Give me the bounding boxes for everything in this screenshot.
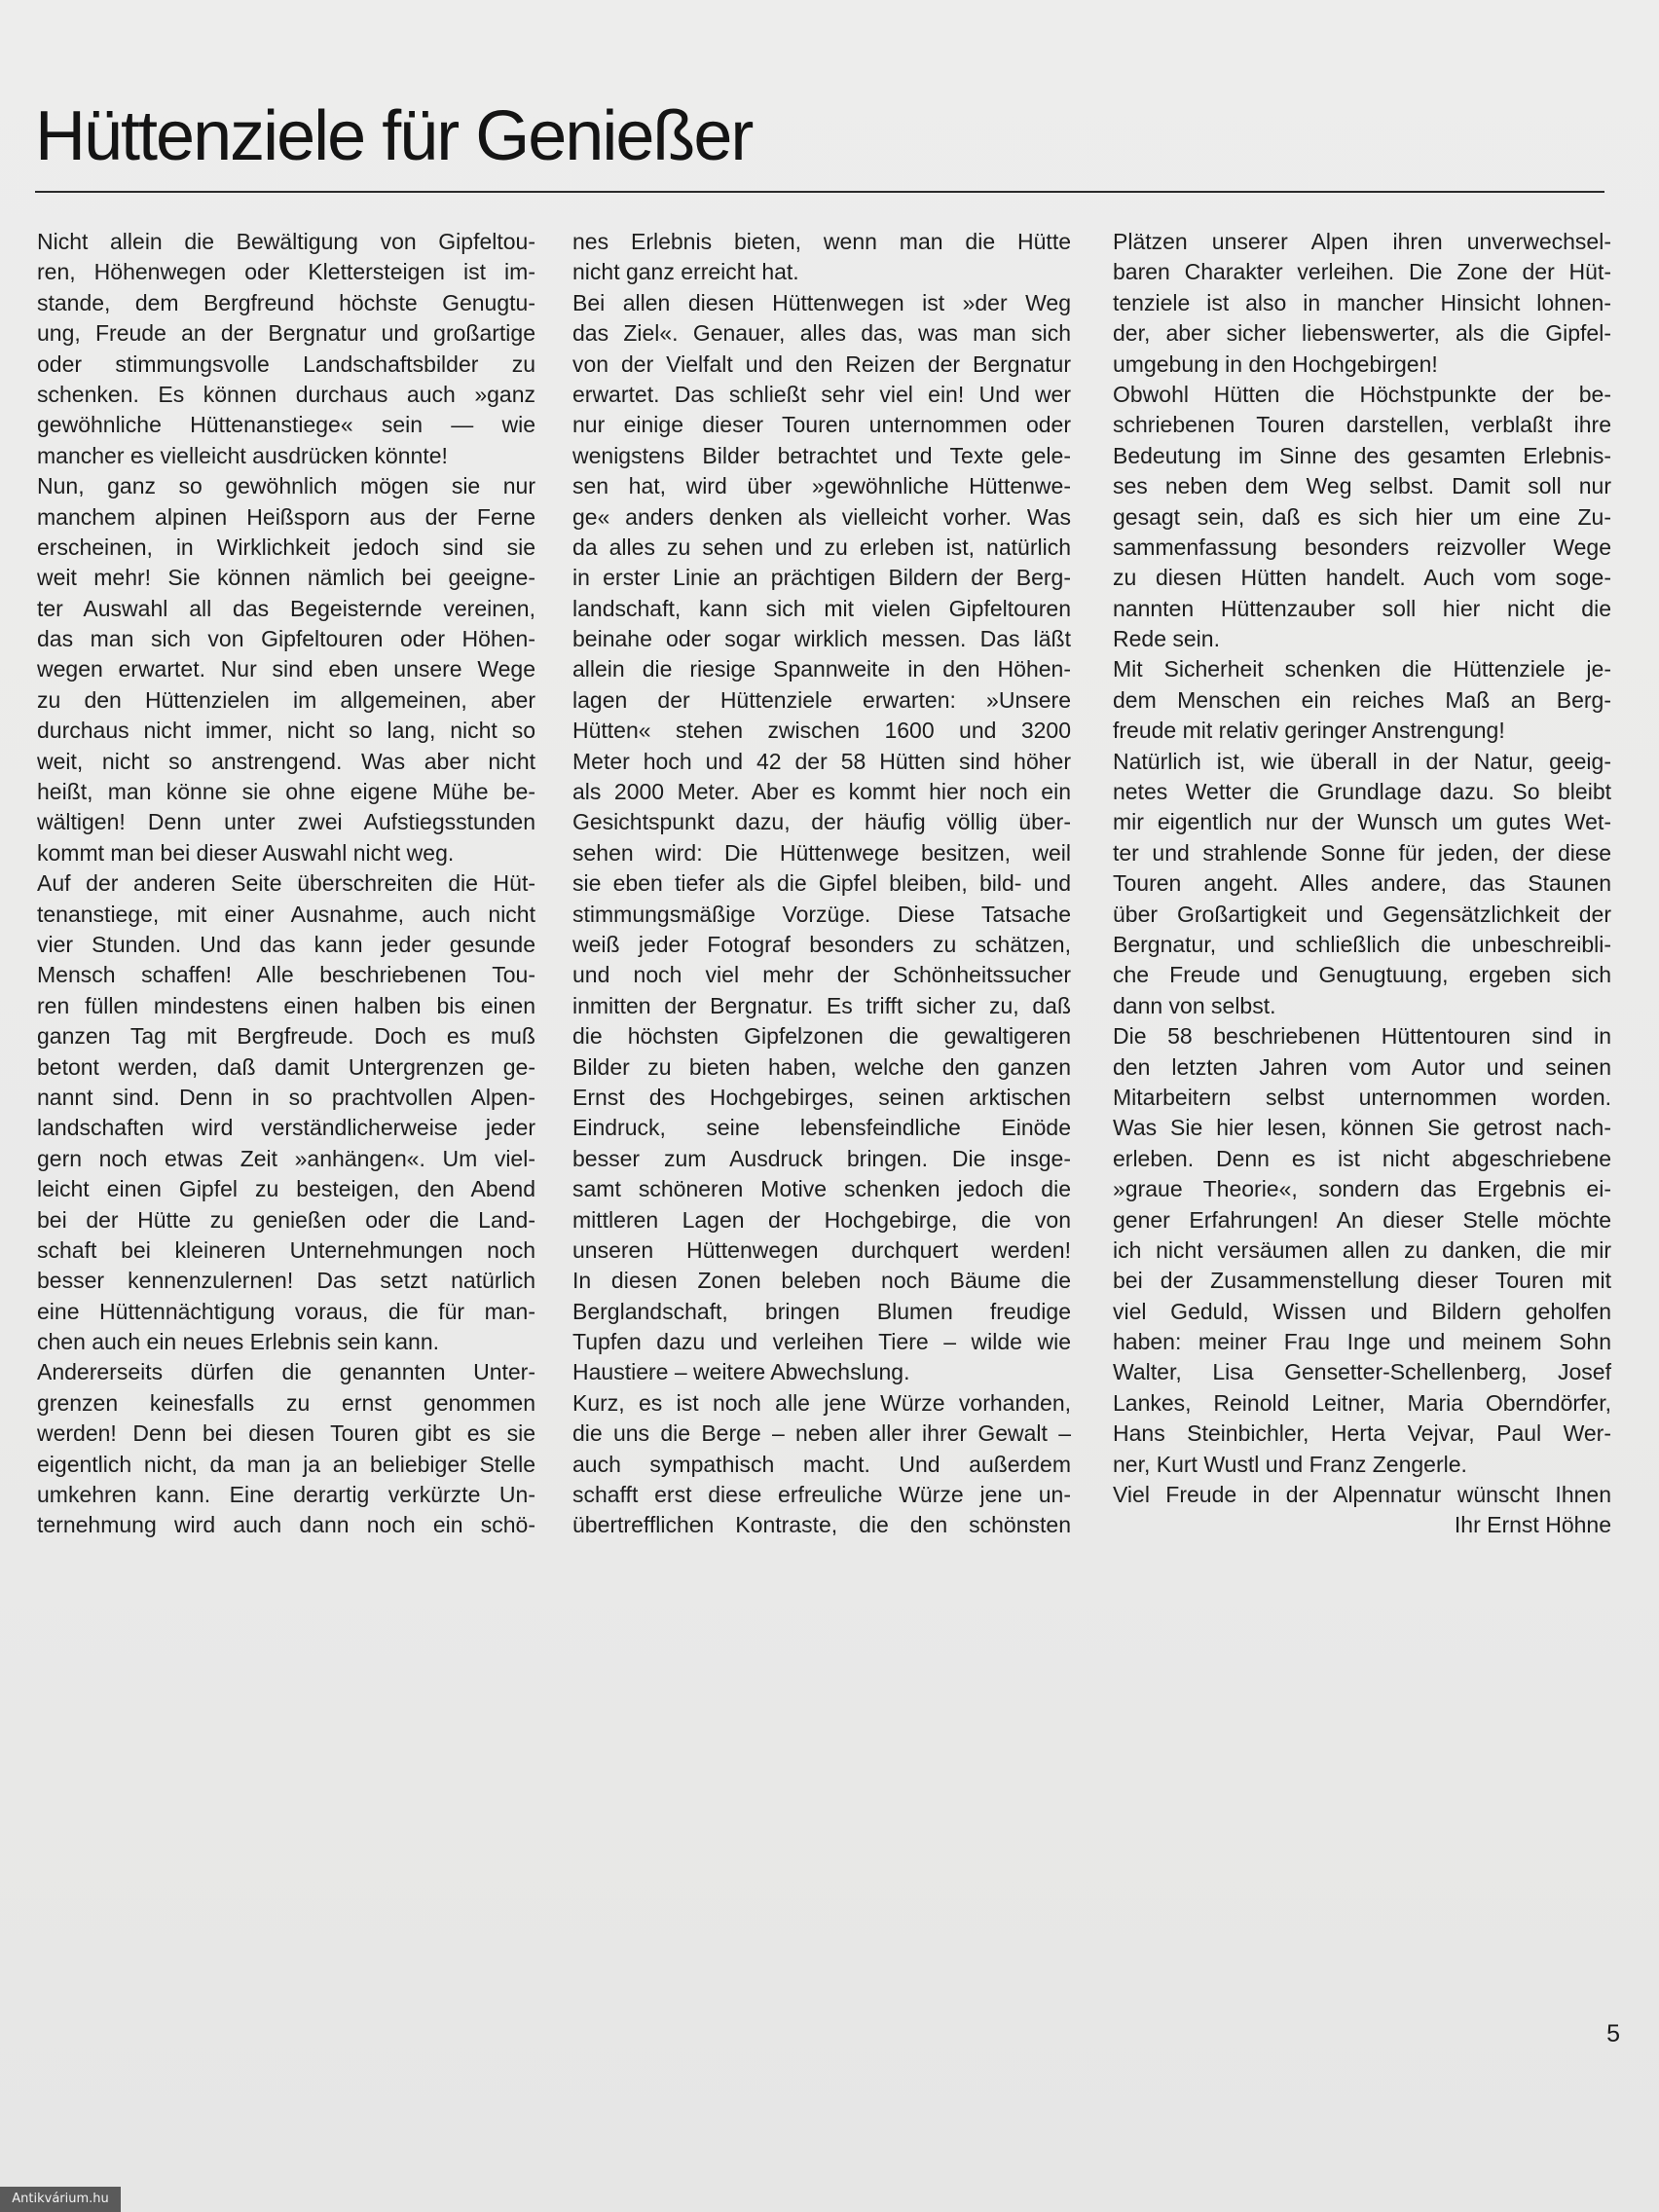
text-line: die höchsten Gipfelzonen die gewaltigeren	[572, 1023, 1071, 1050]
text-line: umkehren kann. Eine derartig verkürzte Un-	[37, 1482, 535, 1508]
text-line: vier Stunden. Und das kann jeder gesunde	[37, 931, 535, 957]
text-line: erwartet. Das schließt sehr viel ein! Und wer	[572, 381, 1071, 407]
text-line: gern noch etwas Zeit »anhängen«. Um viel-	[37, 1145, 535, 1171]
text-line: übertrefflichen Kontraste, die den schönsten	[572, 1512, 1071, 1538]
watermark-label: Antikvárium.hu	[0, 2187, 121, 2212]
text-line: kommt man bei dieser Auswahl nicht weg.	[37, 839, 455, 866]
text-line: von der Vielfalt und den Reizen der Bergnatur	[572, 350, 1071, 377]
text-line: bei der Zusammenstellung dieser Touren mit	[1113, 1268, 1611, 1294]
text-line: landschaften wird verständlicherweise jeder	[37, 1115, 535, 1141]
text-line: che Freude und Genugtuung, ergeben sich	[1113, 962, 1611, 988]
text-line: Andererseits dürfen die genannten Unter-	[37, 1359, 535, 1385]
text-line: ter und strahlende Sonne für jeden, der diese	[1113, 839, 1611, 866]
text-line: der, aber sicher liebenswerter, als die Gipfel-	[1113, 320, 1611, 347]
text-line: zu den Hüttenzielen im allgemeinen, aber	[37, 686, 535, 713]
text-line: nes Erlebnis bieten, wenn man die Hütte	[572, 229, 1071, 254]
text-line: Bergnatur, und schließlich die unbeschreibli-	[1113, 931, 1611, 957]
text-line: in erster Linie an prächtigen Bildern der Berg-	[572, 565, 1071, 591]
text-line: Nun, ganz so gewöhnlich mögen sie nur	[37, 473, 535, 499]
text-line: auch sympathisch macht. Und außerdem	[572, 1451, 1071, 1477]
text-line: dann von selbst.	[1113, 992, 1276, 1018]
text-line: Eindruck, seine lebensfeindliche Einöde	[572, 1115, 1071, 1141]
text-line: mancher es vielleicht ausdrücken könnte!	[37, 442, 448, 468]
text-line: tenanstiege, mit einer Ausnahme, auch nicht	[37, 901, 535, 927]
text-line: umgebung in den Hochgebirgen!	[1113, 350, 1438, 377]
text-line: Natürlich ist, wie überall in der Natur, geeig-	[1113, 748, 1611, 774]
text-line: schriebenen Touren darstellen, verblaßt ihre	[1113, 412, 1611, 438]
text-line: haben: meiner Frau Inge und meinem Sohn	[1113, 1329, 1611, 1355]
text-line: leicht einen Gipfel zu besteigen, den Abend	[37, 1176, 535, 1202]
text-line: sammenfassung besonders reizvoller Wege	[1113, 534, 1611, 560]
text-line: eigentlich nicht, da man ja an beliebiger Stelle	[37, 1451, 535, 1477]
text-line: ung, Freude an der Bergnatur und großartige	[37, 320, 535, 347]
text-line: erscheinen, in Wirklichkeit jedoch sind sie	[37, 534, 535, 560]
text-line: oder stimmungsvolle Landschaftsbilder zu	[37, 350, 535, 377]
text-line: freude mit relativ geringer Anstrengung!	[1113, 718, 1505, 744]
text-line: Berglandschaft, bringen Blumen freudige	[572, 1298, 1071, 1324]
text-line: wenigstens Bilder betrachtet und Texte gele-	[572, 442, 1071, 468]
text-line: die uns die Berge – neben aller ihrer Gewalt –	[572, 1420, 1071, 1447]
text-line: das Ziel«. Genauer, alles das, was man sich	[572, 320, 1071, 347]
text-line: Viel Freude in der Alpennatur wünscht Ihnen	[1113, 1482, 1611, 1508]
text-line: da alles zu sehen und zu erleben ist, natürlich	[572, 534, 1071, 560]
text-line: ge« anders denken als vielleicht vorher. Was	[572, 503, 1071, 530]
text-line: erleben. Denn es ist nicht abgeschriebene	[1113, 1145, 1611, 1171]
text-line: Was Sie hier lesen, können Sie getrost nach-	[1113, 1115, 1611, 1141]
text-line: Lankes, Reinold Leitner, Maria Oberndörfer,	[1113, 1389, 1611, 1416]
text-line: Tupfen dazu und verleihen Tiere – wilde wie	[572, 1329, 1071, 1355]
page-number: 5	[1606, 2020, 1620, 2047]
text-line: ich nicht versäumen allen zu danken, die mir	[1113, 1236, 1611, 1263]
text-line: nur einige dieser Touren unternommen oder	[572, 412, 1071, 438]
text-line: bei der Hütte zu genießen oder die Land-	[37, 1206, 535, 1233]
text-line: beinahe oder sogar wirklich messen. Das läßt	[572, 626, 1071, 652]
text-line: schaft bei kleineren Unternehmungen noch	[37, 1236, 535, 1263]
text-line: Ihr Ernst Höhne	[1454, 1512, 1611, 1538]
text-line: nicht ganz erreicht hat.	[572, 259, 799, 285]
text-line: Meter hoch und 42 der 58 Hütten sind höher	[572, 748, 1071, 774]
text-line: Hütten« stehen zwischen 1600 und 3200	[572, 718, 1071, 744]
text-line: mir eigentlich nur der Wunsch um gutes Wet-	[1113, 809, 1611, 835]
text-line: Walter, Lisa Gensetter-Schellenberg, Josef	[1113, 1359, 1611, 1385]
text-column-3	[1113, 227, 1611, 1541]
text-line: grenzen keinesfalls zu ernst genommen	[37, 1389, 535, 1416]
text-line: besser zum Ausdruck bringen. Die insge-	[572, 1145, 1071, 1171]
text-line: weiß jeder Fotograf besonders zu schätzen,	[572, 931, 1071, 957]
text-line: sehen wird: Die Hüttenwege besitzen, weil	[572, 839, 1071, 866]
text-line: betont werden, daß damit Untergrenzen ge-	[37, 1053, 535, 1080]
text-line: chen auch ein neues Erlebnis sein kann.	[37, 1329, 440, 1355]
text-line: schafft erst diese erfreuliche Würze jene un-	[572, 1482, 1071, 1508]
text-line: stimmungsmäßige Vorzüge. Diese Tatsache	[572, 901, 1071, 927]
text-line: Obwohl Hütten die Höchstpunkte der be-	[1113, 381, 1611, 407]
text-line: Mit Sicherheit schenken die Hüttenziele je-	[1113, 656, 1611, 682]
text-line: tenziele ist also in mancher Hinsicht lohnen-	[1113, 289, 1611, 315]
text-line: netes Wetter die Grundlage dazu. So bleibt	[1113, 779, 1611, 805]
text-line: ses neben dem Weg selbst. Damit soll nur	[1113, 473, 1611, 499]
text-line: den letzten Jahren vom Autor und seinen	[1113, 1053, 1611, 1080]
text-line: Kurz, es ist noch alle jene Würze vorhanden,	[572, 1389, 1071, 1416]
text-line: ner, Kurt Wustl und Franz Zengerle.	[1113, 1451, 1467, 1477]
text-line: inmitten der Bergnatur. Es trifft sicher zu, daß	[572, 992, 1071, 1018]
text-line: Touren angeht. Alles andere, das Staunen	[1113, 870, 1611, 897]
text-line: gesagt sein, daß es sich hier um eine Zu-	[1113, 503, 1611, 530]
text-line: allein die riesige Spannweite in den Höhen-	[572, 656, 1071, 682]
text-line: werden! Denn bei diesen Touren gibt es sie	[37, 1420, 535, 1447]
text-line: mittleren Lagen der Hochgebirge, die von	[572, 1206, 1071, 1233]
text-line: Gesichtspunkt dazu, der häufig völlig über-	[572, 809, 1071, 835]
page-title: Hüttenziele für Genießer	[35, 97, 753, 175]
text-line: gewöhnliche Hüttenanstiege« sein — wie	[37, 412, 535, 438]
text-line: baren Charakter verleihen. Die Zone der Hüt-	[1113, 259, 1611, 285]
text-line: ternehmung wird auch dann noch ein schö-	[37, 1512, 535, 1538]
text-line: zu diesen Hütten handelt. Auch vom soge-	[1113, 565, 1611, 591]
text-line: nannt sind. Denn in so prachtvollen Alpen-	[37, 1084, 535, 1110]
text-line: Bilder zu bieten haben, welche den ganzen	[572, 1053, 1071, 1080]
text-line: das man sich von Gipfeltouren oder Höhen-	[37, 626, 535, 652]
text-line: dem Menschen ein reiches Maß an Berg-	[1113, 686, 1611, 713]
text-line: ter Auswahl all das Begeisternde vereinen,	[37, 595, 535, 621]
text-line: »graue Theorie«, sondern das Ergebnis ei-	[1113, 1176, 1611, 1202]
text-line: In diesen Zonen beleben noch Bäume die	[572, 1268, 1071, 1294]
text-column-2	[572, 227, 1071, 1541]
title-rule	[35, 191, 1604, 193]
text-line: besser kennenzulernen! Das setzt natürlich	[37, 1268, 535, 1294]
text-line: Mensch schaffen! Alle beschriebenen Tou-	[37, 962, 535, 988]
text-line: ren, Höhenwegen oder Klettersteigen ist im-	[37, 259, 535, 285]
text-line: Bei allen diesen Hüttenwegen ist »der Weg	[572, 289, 1071, 315]
text-line: stande, dem Bergfreund höchste Genugtu-	[37, 289, 535, 315]
text-line: Rede sein.	[1113, 626, 1220, 652]
text-line: ganzen Tag mit Bergfreude. Doch es muß	[37, 1023, 535, 1050]
text-line: weit, nicht so anstrengend. Was aber nicht	[37, 748, 535, 774]
text-line: landschaft, kann sich mit vielen Gipfeltouren	[572, 595, 1071, 621]
text-line: Plätzen unserer Alpen ihren unverwechsel-	[1113, 229, 1611, 254]
text-line: ren füllen mindestens einen halben bis einen	[37, 992, 535, 1018]
text-line: viel Geduld, Wissen und Bildern geholfen	[1113, 1298, 1611, 1324]
text-line: wältigen! Denn unter zwei Aufstiegsstunden	[37, 809, 535, 835]
text-line: heißt, man könne sie ohne eigene Mühe be-	[37, 779, 535, 805]
text-line: durchaus nicht immer, nicht so lang, nicht so	[37, 718, 535, 744]
text-line: nannten Hüttenzauber soll hier nicht die	[1113, 595, 1611, 621]
text-line: über Großartigkeit und Gegensätzlichkeit der	[1113, 901, 1611, 927]
text-line: Bedeutung im Sinne des gesamten Erlebnis-	[1113, 442, 1611, 468]
text-line: als 2000 Meter. Aber es kommt hier noch ein	[572, 779, 1071, 805]
text-line: Haustiere – weitere Abwechslung.	[572, 1359, 910, 1385]
text-line: und noch viel mehr der Schönheitssucher	[572, 962, 1071, 988]
text-line: wegen erwartet. Nur sind eben unsere Wege	[37, 656, 535, 682]
text-line: Nicht allein die Bewältigung von Gipfeltou-	[37, 229, 535, 254]
text-line: gener Erfahrungen! An dieser Stelle möchte	[1113, 1206, 1611, 1233]
text-line: Die 58 beschriebenen Hüttentouren sind in	[1113, 1023, 1611, 1050]
text-line: unseren Hüttenwegen durchquert werden!	[572, 1236, 1071, 1263]
text-column-1	[37, 227, 535, 1541]
text-line: eine Hüttennächtigung voraus, die für man-	[37, 1298, 535, 1324]
text-line: samt schöneren Motive schenken jedoch die	[572, 1176, 1071, 1202]
text-line: manchem alpinen Heißsporn aus der Ferne	[37, 503, 535, 530]
text-line: Auf der anderen Seite überschreiten die Hüt-	[37, 870, 535, 897]
text-line: lagen der Hüttenziele erwarten: »Unsere	[572, 686, 1071, 713]
text-line: sie eben tiefer als die Gipfel bleiben, bild- und	[572, 870, 1071, 897]
text-line: sen hat, wird über »gewöhnliche Hüttenwe-	[572, 473, 1071, 499]
text-line: Hans Steinbichler, Herta Vejvar, Paul Wer-	[1113, 1420, 1611, 1447]
text-line: Mitarbeitern selbst unternommen worden.	[1113, 1084, 1611, 1110]
text-line: weit mehr! Sie können nämlich bei geeigne-	[37, 565, 535, 591]
text-line: schenken. Es können durchaus auch »ganz	[37, 381, 535, 407]
text-line: Ernst des Hochgebirges, seinen arktischen	[572, 1084, 1071, 1110]
